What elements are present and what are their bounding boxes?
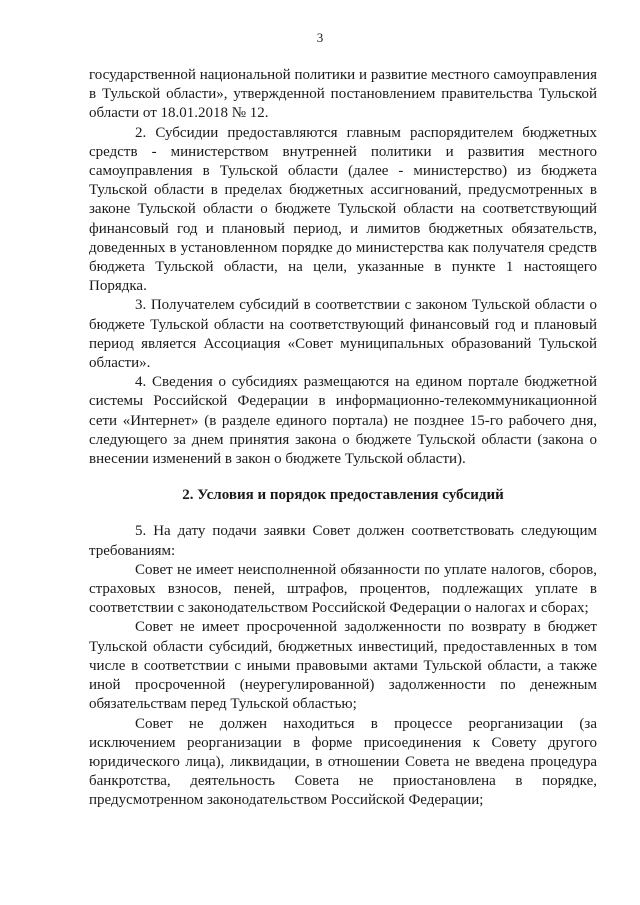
paragraph-continuation: государственной национальной политики и развитие местного самоуправления в Тульской области», утвержденной постановлением правительства Тульской области от 18.01.2018 № 12. xyxy=(89,67,597,122)
page-number: 3 xyxy=(316,30,324,45)
paragraph-clause-5: 5. На дату подачи заявки Совет должен соответствовать следующим требованиям: xyxy=(89,523,597,559)
paragraph-clause-4: 4. Сведения о субсидиях размещаются на едином портале бюджетной системы Российской Федерации в информационно-телекоммуникационной сети «Интернет» (в разделе единого портала) не позднее 15-го рабочего дня, следующего за днем принятия закона о бюджете Тульской области (закона о внесении изменений в закон о бюджете Тульской области). xyxy=(89,374,597,468)
paragraph-requirement-debt: Совет не имеет просроченной задолженности по возврату в бюджет Тульской области субсидий, бюджетных инвестиций, предоставленных в том числе в соответствии с иными правовыми актами Тульской области, а также иной просроченной (неурегулированной) задолженности по денежным обязательствам перед Тульской областью; xyxy=(89,619,597,713)
paragraph-clause-3: 3. Получателем субсидий в соответствии с законом Тульской области о бюджете Тульской области на соответствующий финансовый год и плановый период является Ассоциация «Совет муниципальных образований Тульской области». xyxy=(89,297,597,372)
section-heading: 2. Условия и порядок предоставления субсидий xyxy=(182,487,504,504)
paragraph-requirement-reorganization: Совет не должен находиться в процессе реорганизации (за исключением реорганизации в форме присоединения к Совету другого юридического лица), ликвидации, в отношении Совета не введена процедура банкротства, деятельность Совета не приостановлена в порядке, предусмотренном законодательством Российской Федерации; xyxy=(89,715,597,809)
document-body xyxy=(89,66,597,811)
paragraph-clause-2: 2. Субсидии предоставляются главным распорядителем бюджетных средств - министерством внутренней политики и развития местного самоуправления в Тульской области (далее - министерство) из бюджета Тульской области в пределах бюджетных ассигнований, предусмотренных в законе Тульской области о бюджете Тульской области на соответствующий финансовый год и плановый период, и лимитов бюджетных обязательств, доведенных в установленном порядке до министерства как получателя средств бюджета Тульской области, на цели, указанные в пункте 1 настоящего Порядка. xyxy=(89,124,597,295)
paragraph-requirement-taxes: Совет не имеет неисполненной обязанности по уплате налогов, сборов, страховых взносов, пеней, штрафов, процентов, подлежащих уплате в соответствии с законодательством Российской Федерации о налогах и сборах; xyxy=(89,561,597,617)
